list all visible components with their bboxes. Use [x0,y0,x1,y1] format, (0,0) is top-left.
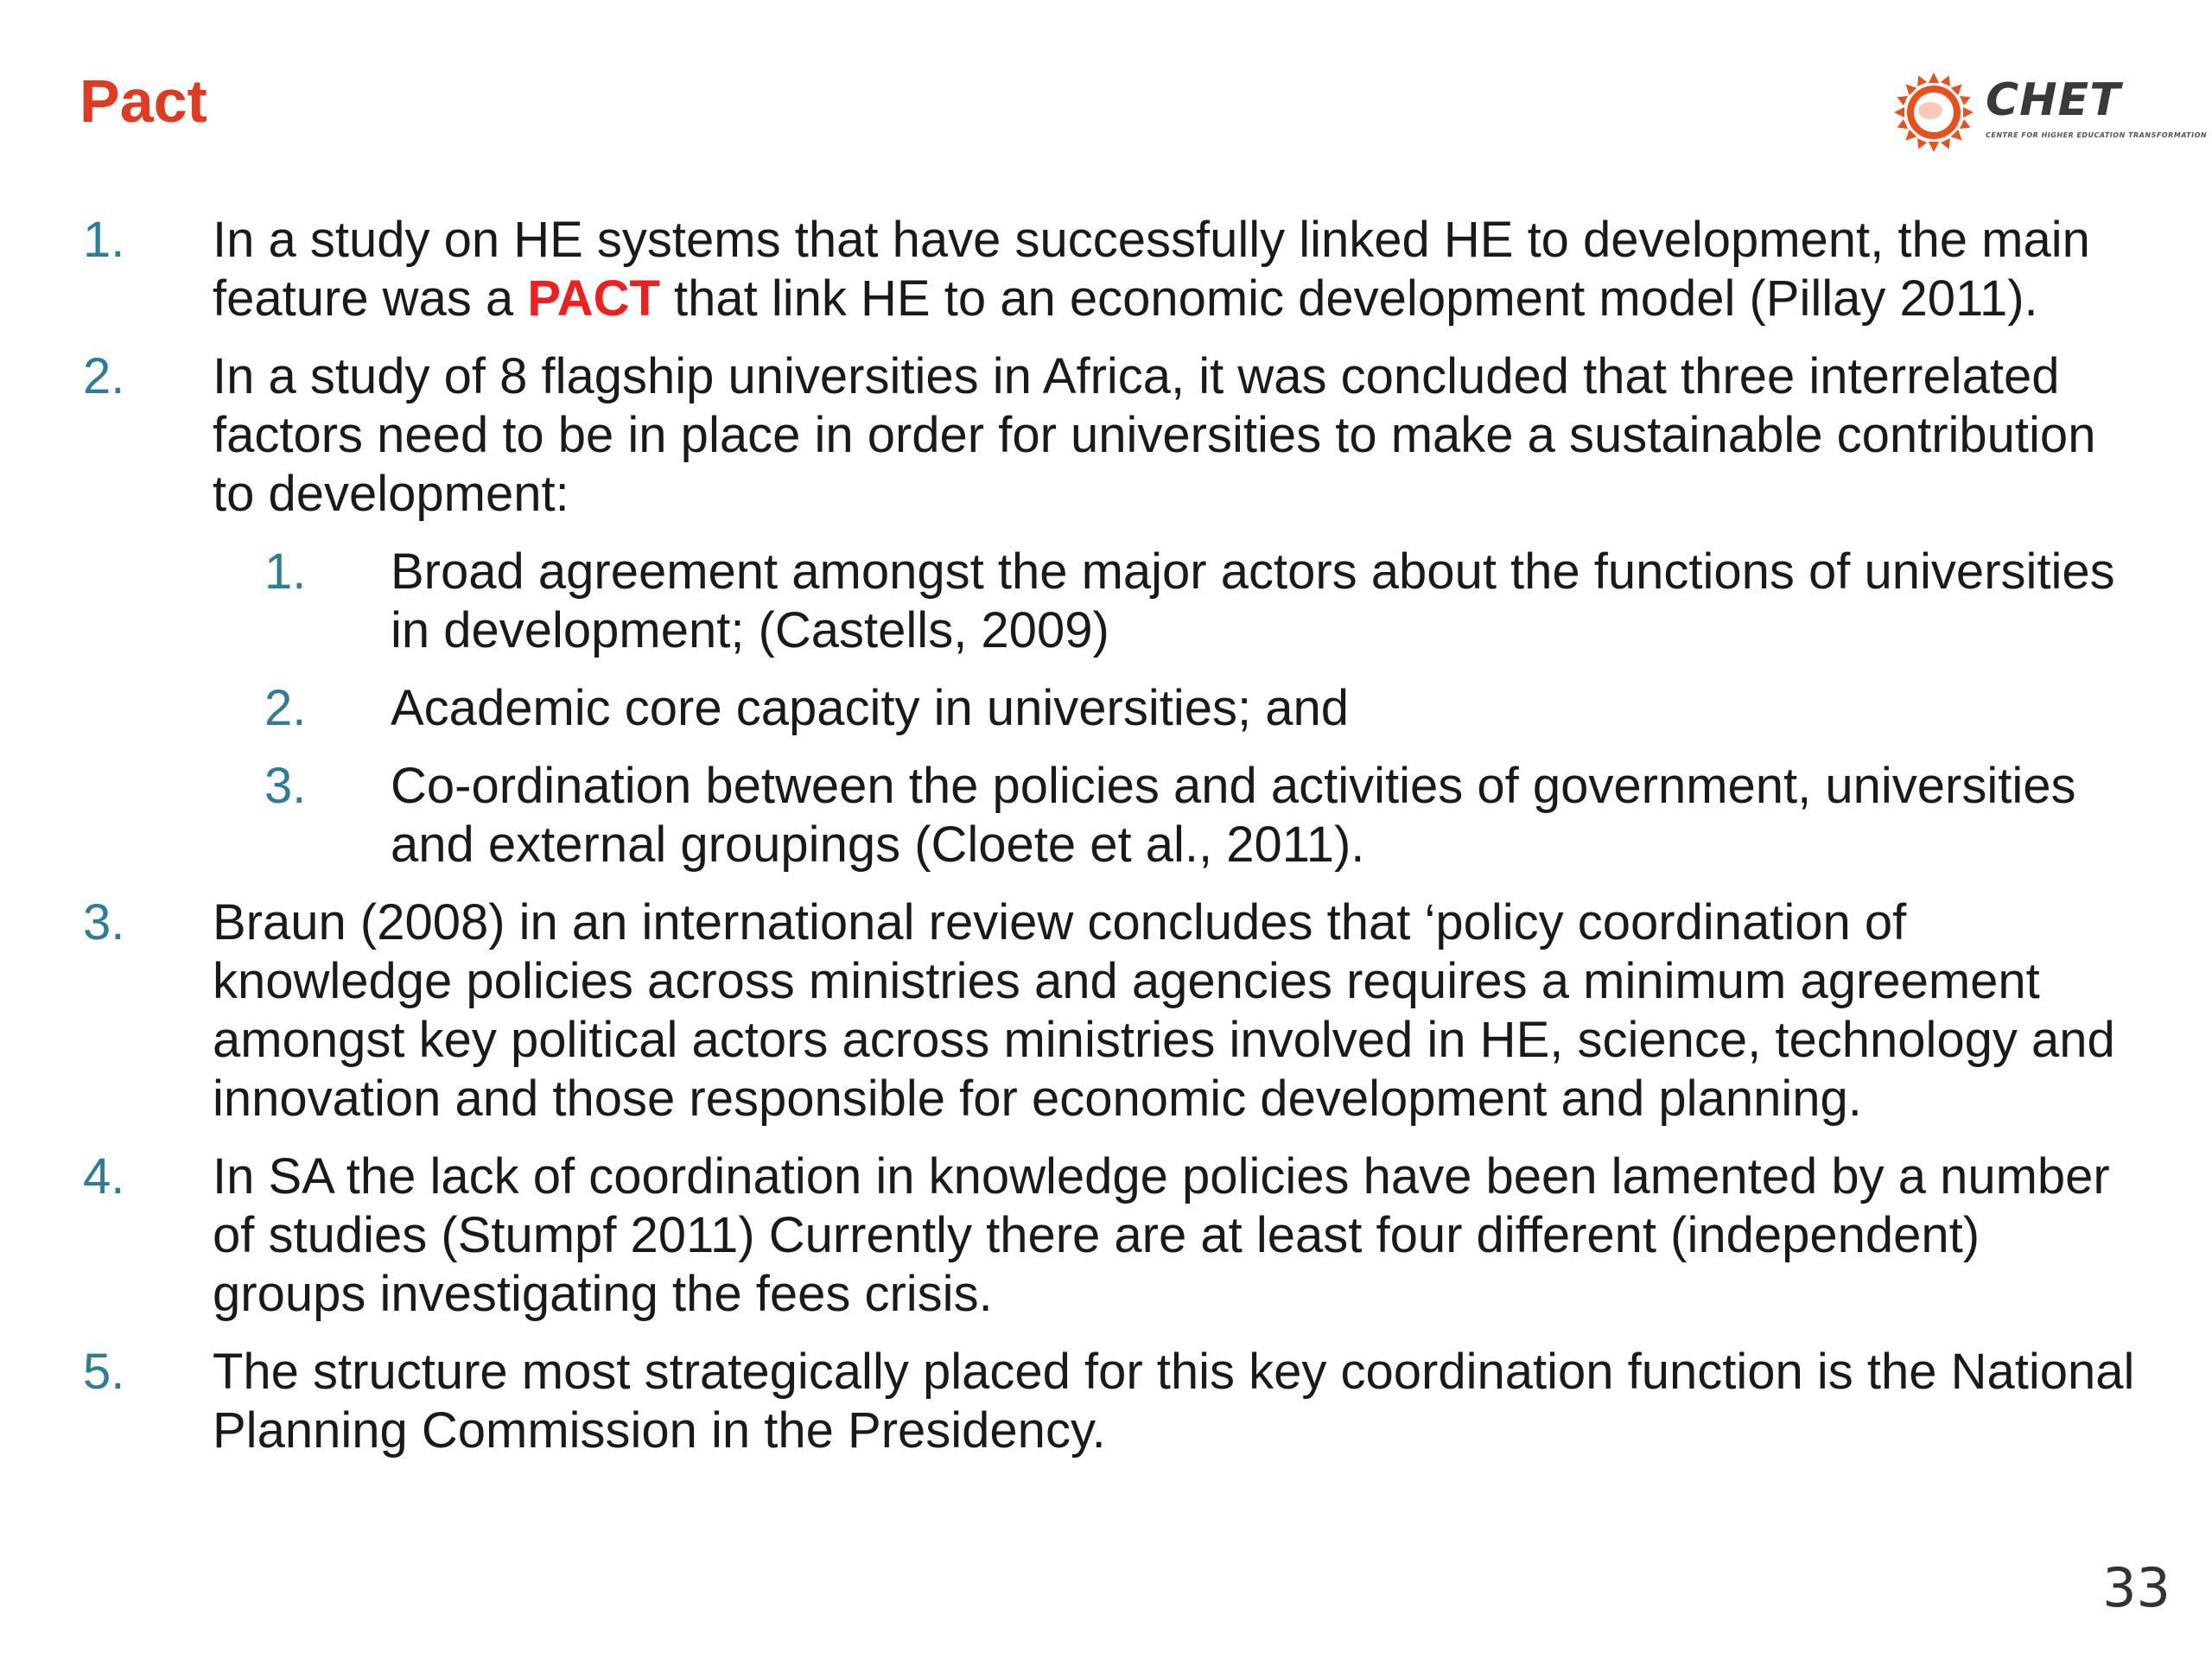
list-number: 3. [83,894,125,950]
list-number: 4. [83,1148,125,1205]
list-item [83,1147,2139,1324]
list-text-part: In a study on HE systems that have successfully linked HE to development, the main feature was a [213,212,2090,327]
logo-wordmark: CHET [1986,74,2121,126]
list-text: In a study of 8 flagship universities in Africa, it was concluded that three interrelated factors need to be in place in order for universities to make a sustainable contribution to development: [213,348,2096,522]
sub-list-number: 1. [264,543,307,600]
sub-list-text: Academic core capacity in universities; and [391,680,1349,736]
page-number: 33 [2102,1556,2171,1619]
list-item [83,211,2139,328]
list-text [213,211,2139,328]
list-text-part: that link HE to an economic development model (Pillay 2011). [659,270,2038,327]
slide-content [83,211,2139,1479]
list-item [83,893,2139,1128]
sub-list-number: 3. [264,758,307,814]
list-number: 5. [83,1344,125,1400]
list-number: 2. [83,348,125,404]
logo-tagline: CENTRE FOR HIGHER EDUCATION TRANSFORMATION [1986,131,2208,139]
sun-icon [1892,67,1979,162]
list-item [83,347,2139,524]
list-text: In SA the lack of coordination in knowledge policies have been lamented by a number of studies (Stumpf 2011) Currently there are at least four different (independent) groups investigating the fees crisis. [213,1148,2110,1322]
list-text: Braun (2008) in an international review concludes that ‘policy coordination of knowledge policies across ministries and agencies requires a minimum agreement amongst key political actors across ministries involved in HE, science, technology and innovation and those responsible for economic development and planning. [213,894,2115,1127]
pact-emphasis: PACT [527,270,660,327]
sub-list-item [264,679,2139,738]
list-number: 1. [83,212,125,268]
list-item [83,1343,2139,1460]
chet-logo [1892,67,2208,162]
sub-list-number: 2. [264,680,307,736]
sub-list-item [264,757,2139,874]
list-text: The structure most strategically placed for this key coordination function is the National Planning Commission in the Presidency. [213,1344,2135,1459]
sub-list-item [264,543,2139,660]
slide-title: Pact [79,67,207,135]
sub-list-text: Broad agreement amongst the major actors about the functions of universities in development; (Castells, 2009) [391,543,2115,658]
sub-list-text: Co-ordination between the policies and activities of government, universities and external groupings (Cloete et al., 2011). [391,758,2076,873]
